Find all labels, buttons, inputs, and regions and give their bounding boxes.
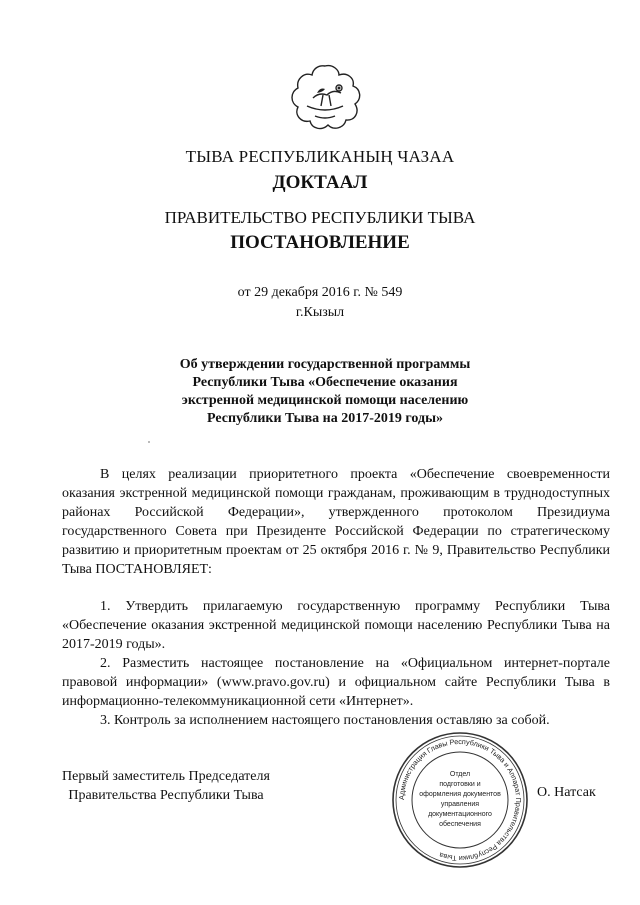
- decree-date-number: от 29 декабря 2016 г. № 549: [237, 285, 403, 300]
- preamble-paragraph: В целях реализации приоритетного проекта «Обеспечение своевременности оказания экстренной медицинской помощи гражданам, проживающим в труднодоступных районах Российской Федерации», утвержденного протоколом Президиума государственного Совета при Президенте Российской Федерации по стратегическому развитию и приоритетным проектам от 25 октября 2016 г. № 9, Правительство Республики Тыва ПОСТАНОВЛЯЕТ:: [62, 467, 610, 577]
- title-line: экстренной медицинской помощи населению: [181, 393, 469, 408]
- stamp-center-line: документационного: [428, 811, 492, 818]
- signatory-position: [62, 767, 270, 805]
- signatory-name: О. Натсак: [537, 785, 596, 800]
- title-line: Об утверждении государственной программы: [179, 357, 471, 372]
- scan-speck: [148, 441, 150, 443]
- stamp-center-line: обеспечения: [439, 821, 481, 828]
- stamp-ring-text: Администрация Главы Республики Тыва и Аппарат Правительства Республики Тыва: [396, 736, 524, 864]
- header-government: ПРАВИТЕЛЬСТВО РЕСПУБЛИКИ ТЫВА: [164, 208, 476, 227]
- decree-city: г.Кызыл: [295, 305, 345, 320]
- stamp-center-line: подготовки и: [439, 781, 481, 788]
- stamp-center-line: Отдел: [449, 771, 471, 778]
- stamp-center-line: оформления документов: [419, 791, 501, 798]
- header-tuvan-decree: ДОКТААЛ: [272, 172, 368, 193]
- item-1-paragraph: 1. Утвердить прилагаемую государственную программу Республики Тыва «Обеспечение оказания экстренной медицинской помощи населению Республики Тыва на 2017-2019 годы».: [62, 599, 610, 652]
- decree-title: [150, 356, 500, 428]
- item-3-paragraph: 3. Контроль за исполнением настоящего постановления оставляю за собой.: [100, 713, 550, 728]
- item-2-paragraph: 2. Разместить настоящее постановление на «Официальном интернет-портале правовой информации» (www.pravo.gov.ru) и официальном сайте Республики Тыва в информационно-телекоммуникационной сети «Интернет».: [62, 656, 610, 709]
- stamp-center-line: управления: [440, 801, 480, 808]
- title-line: Республики Тыва на 2017-2019 годы»: [206, 411, 444, 426]
- position-line: Правительства Республики Тыва: [68, 788, 264, 803]
- header-decree: ПОСТАНОВЛЕНИЕ: [230, 232, 410, 253]
- header-tuvan-government: ТЫВА РЕСПУБЛИКАНЫҢ ЧАЗАА: [185, 147, 455, 166]
- position-line: Первый заместитель Председателя: [62, 769, 270, 784]
- official-stamp-icon: [390, 730, 530, 870]
- coat-of-arms-icon: [285, 62, 365, 132]
- title-line: Республики Тыва «Обеспечение оказания: [192, 375, 458, 390]
